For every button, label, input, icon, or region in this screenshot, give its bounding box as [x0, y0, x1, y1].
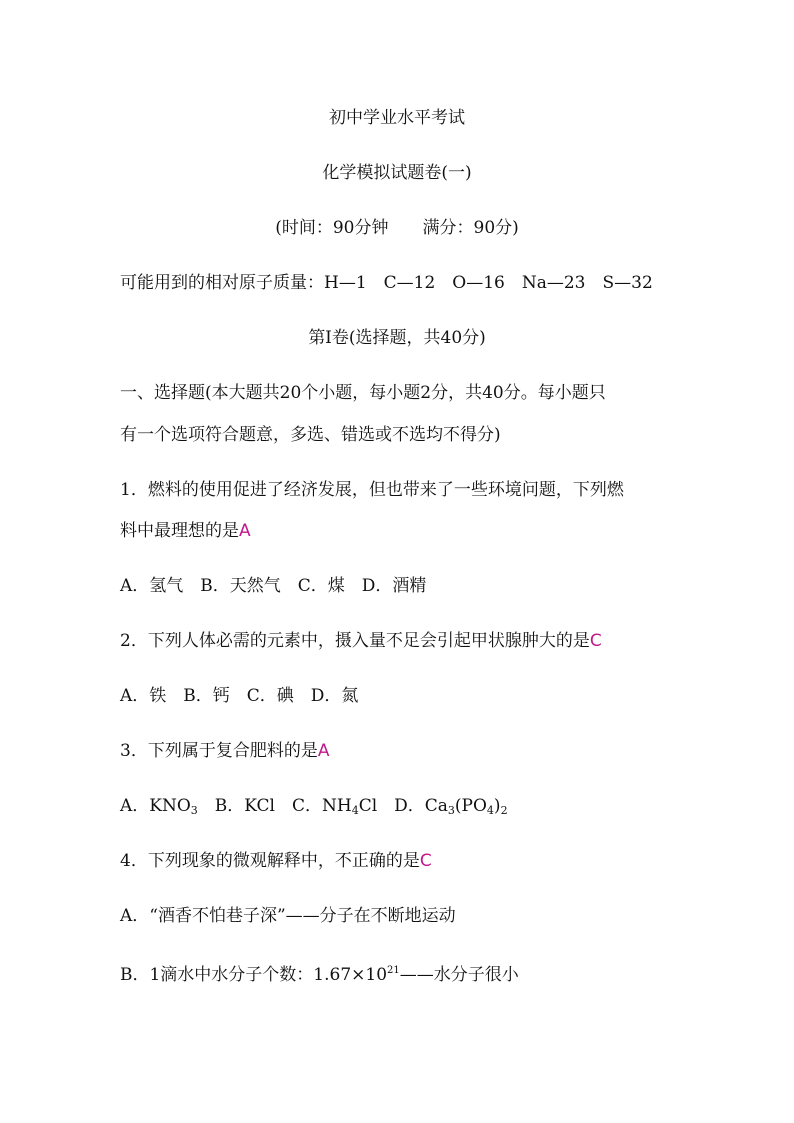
question-2-answer: C: [589, 631, 602, 651]
option-b-text-end: ——水分子很小: [399, 965, 519, 985]
question-1-options: A．氢气 B．天然气 C．煤 D．酒精: [120, 576, 427, 596]
question-2-stem: [120, 630, 602, 652]
question-2-stem-text: 2．下列人体必需的元素中，摄入量不足会引起甲状腺肿大的是: [120, 631, 590, 651]
question-1-stem-line1: 1．燃料的使用促进了经济发展，但也带来了一些环境问题，下列燃: [120, 480, 624, 500]
option-a-text: A．KNO: [120, 796, 191, 816]
option-d-text: (PO: [454, 796, 487, 816]
volume-title: 第Ⅰ卷(选择题，共40分): [308, 328, 486, 348]
question-4-stem: [120, 850, 432, 872]
time-info: (时间：90分钟 满分：90分): [275, 218, 519, 238]
section-instructions-line1: 一、选择题(本大题共20个小题，每小题2分，共40分。每小题只: [120, 383, 606, 403]
paper-title: 化学模拟试题卷(一): [322, 163, 472, 183]
question-4-option-a: A．“酒香不怕巷子深”——分子在不断地运动: [120, 906, 456, 926]
question-1-stem-text: 料中最理想的是: [120, 521, 239, 541]
atomic-masses: 可能用到的相对原子质量：H—1 C—12 O—16 Na—23 S—32: [120, 273, 653, 293]
question-4-answer: C: [419, 851, 432, 871]
question-3-stem: [120, 740, 329, 762]
subscript: 3: [190, 804, 198, 817]
subscript: 4: [486, 804, 494, 817]
question-4-option-b: [120, 960, 519, 986]
subscript: 2: [500, 804, 508, 817]
option-b-text: B．1滴水中水分子个数：1.67×10: [120, 965, 388, 985]
option-b-text: B．KCl C．NH: [197, 796, 352, 816]
exam-title: 初中学业水平考试: [329, 108, 465, 128]
question-1-stem-line2: [120, 520, 251, 542]
section-instructions-line2: 有一个选项符合题意，多选、错选或不选均不得分): [120, 425, 501, 445]
question-3-stem-text: 3．下列属于复合肥料的是: [120, 741, 318, 761]
question-3-answer: A: [317, 741, 330, 761]
question-2-options: A．铁 B．钙 C．碘 D．氮: [120, 686, 359, 706]
question-4-stem-text: 4．下列现象的微观解释中，不正确的是: [120, 851, 420, 871]
superscript: 21: [387, 965, 400, 976]
subscript: 4: [351, 804, 359, 817]
option-d-text-end: ): [493, 796, 501, 816]
option-c-text: Cl D．Ca: [358, 796, 448, 816]
question-1-answer: A: [239, 521, 251, 541]
question-3-options: [120, 795, 508, 822]
subscript: 3: [447, 804, 455, 817]
